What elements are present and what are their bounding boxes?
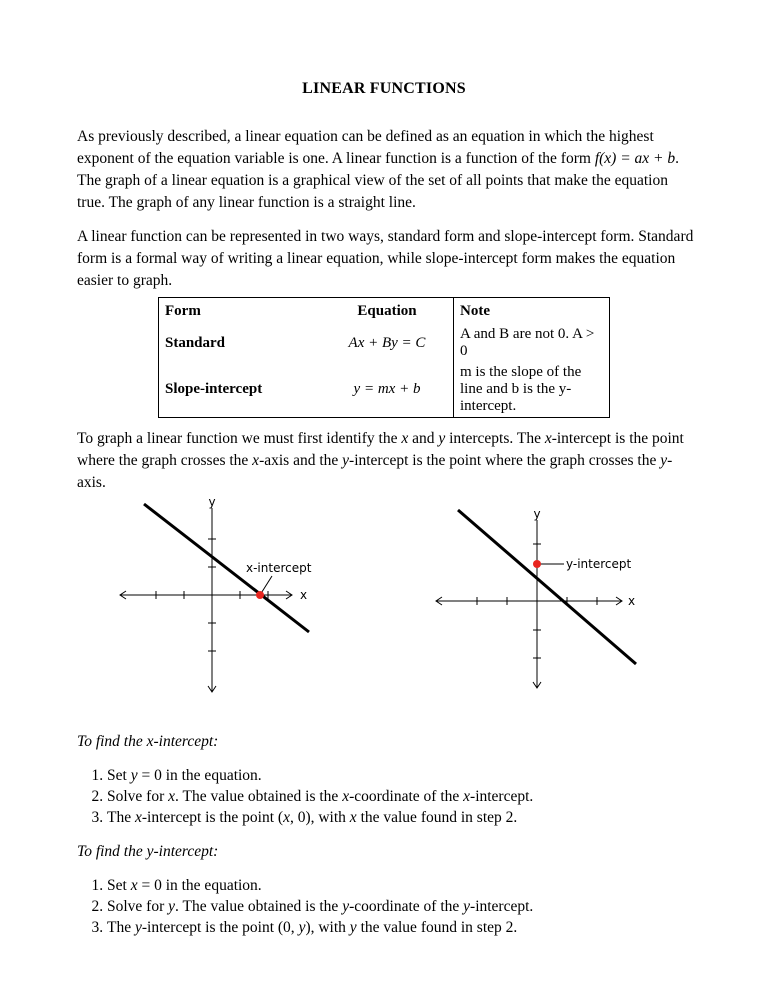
equation-cell: y = mx + b (353, 381, 421, 397)
var-x: x (544, 430, 552, 447)
text-span: . The value obtained is the (175, 788, 343, 805)
text-span: = 0 in the equation. (137, 767, 262, 784)
text-span: -intercept is the point where the graph crosses the (77, 430, 684, 469)
var: x (168, 788, 176, 805)
text-span: the value found in step 2. (356, 919, 518, 936)
text-span: To graph a linear function we must first identify the (77, 430, 402, 447)
text-span: -intercept is the point where the graph crosses the (349, 452, 661, 469)
list-item (107, 875, 747, 896)
var: y (463, 898, 471, 915)
x-intercept-label: x-intercept (246, 561, 312, 575)
var-y: y (342, 452, 350, 469)
intro-paragraph (77, 126, 697, 214)
table-row (159, 362, 610, 418)
text-span: Set (107, 767, 131, 784)
var: y (342, 898, 350, 915)
var: x (342, 788, 350, 805)
intro-text-part1: As previously described, a linear equation can be defined as an equation in which the highest exponent of the equation variable is one. A linear function is a function of the form (77, 128, 654, 167)
text-span: and (408, 430, 439, 447)
var: y (130, 767, 138, 784)
text-span: The (107, 809, 135, 826)
x-axis-label: x (628, 594, 636, 608)
y-intercept-heading: To find the y-intercept: (77, 843, 219, 860)
intercepts-paragraph (77, 428, 697, 494)
var-y: y (438, 430, 446, 447)
x-intercept-heading: To find the x-intercept: (77, 733, 219, 750)
var: x (283, 809, 290, 826)
text-span: Set (107, 877, 131, 894)
list-item (107, 917, 747, 938)
header-form: Form (165, 302, 201, 319)
form-cell: Standard (165, 334, 226, 351)
text-span: Solve for (107, 898, 169, 915)
list-item (107, 807, 747, 828)
list-item (107, 896, 747, 917)
text-span: = 0 in the equation. (137, 877, 262, 894)
function-line (458, 510, 636, 664)
header-note: Note (454, 298, 610, 325)
var: y (298, 919, 306, 936)
text-span: -coordinate of the (349, 898, 464, 915)
note-cell: A and B are not 0. A > 0 (454, 324, 610, 362)
text-span: -intercept. (470, 898, 534, 915)
text-span: intercepts. The (445, 430, 545, 447)
var-x: x (252, 452, 260, 469)
table-row (159, 324, 610, 362)
list-item (107, 786, 747, 807)
var: x (130, 877, 138, 894)
text-span: -axis and the (259, 452, 343, 469)
intro-formula: f(x) = ax + b (594, 150, 676, 167)
text-span: , 0), with (289, 809, 350, 826)
var-y: y (660, 452, 668, 469)
y-intercept-label: y-intercept (566, 557, 632, 571)
text-span: The (107, 919, 135, 936)
intro-text-part2: . The graph of a linear equation is a graphical view of the set of all points that make the equation true. The graph of any linear function is a straight line. (77, 150, 679, 211)
forms-table-header-row (159, 298, 610, 325)
text-span: Solve for (107, 788, 169, 805)
forms-table (158, 297, 610, 418)
text-span: -intercept is the point (0, (141, 919, 299, 936)
note-cell: m is the slope of the line and b is the y-intercept. (454, 362, 610, 418)
x-axis-label: x (300, 588, 308, 602)
text-span: -intercept is the point ( (141, 809, 284, 826)
y-intercept-steps (77, 875, 747, 938)
x-intercept-marker (256, 591, 264, 599)
equation-cell: Ax + By = C (348, 334, 426, 351)
var: y (349, 919, 357, 936)
list-item (107, 765, 747, 786)
x-intercept-graph (112, 496, 317, 696)
text-span: the value found in step 2. (356, 809, 518, 826)
text-span: ), with (305, 919, 350, 936)
x-intercept-steps (77, 765, 747, 828)
header-equation: Equation (357, 302, 417, 319)
var: y (168, 898, 176, 915)
var: x (349, 809, 357, 826)
y-axis-label: y (533, 507, 541, 521)
var: x (134, 809, 142, 826)
page-title: LINEAR FUNCTIONS (302, 80, 466, 97)
y-axis-label: y (208, 496, 216, 509)
var: y (134, 919, 142, 936)
y-intercept-graph (432, 506, 644, 692)
text-span: -coordinate of the (349, 788, 464, 805)
var: x (463, 788, 471, 805)
var-x: x (401, 430, 409, 447)
text-span: -intercept. (470, 788, 534, 805)
forms-paragraph: A linear function can be represented in two ways, standard form and slope-intercept form. Standard form is a formal way of writing a linear equation, while slope-intercept form makes the equation easier to graph. (77, 228, 694, 289)
text-span: -axis. (77, 452, 673, 491)
text-span: . The value obtained is the (175, 898, 343, 915)
form-cell: Slope-intercept (165, 381, 263, 397)
y-intercept-marker (533, 560, 541, 568)
